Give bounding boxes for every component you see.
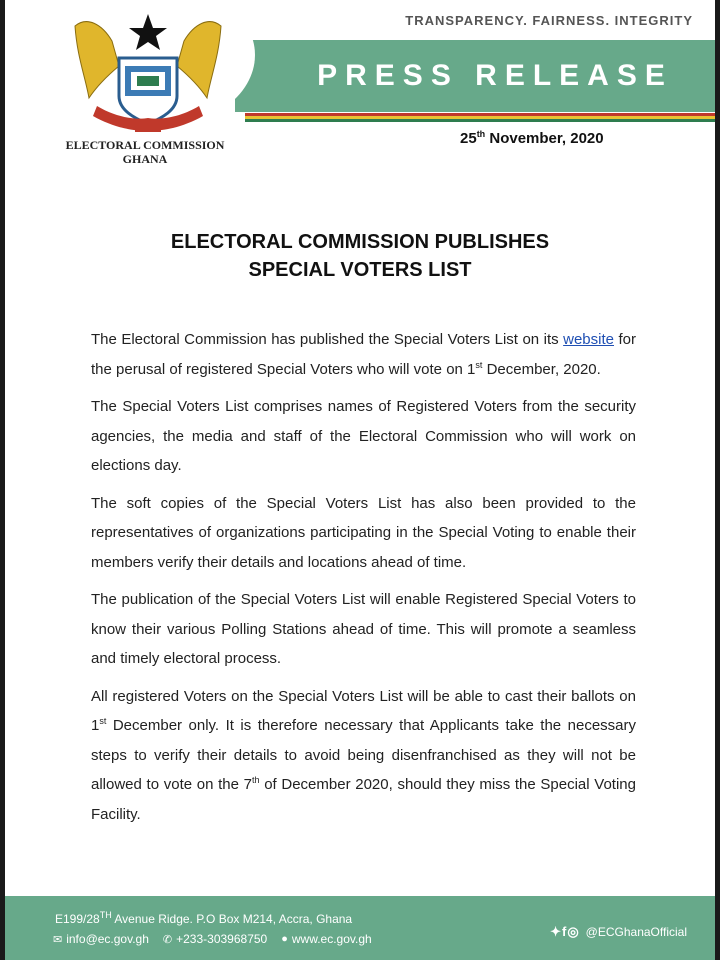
banner-title: PRESS RELEASE [317, 59, 673, 92]
footer-contacts [53, 932, 372, 946]
phone-text: +233-303968750 [176, 932, 268, 946]
social-icons [550, 924, 580, 940]
p5-sup-2: th [252, 775, 260, 785]
press-release-banner [235, 40, 715, 112]
p5-text-a: All registered Voters on the Special Voters List will be able to cast their ballots on 1 [91, 687, 636, 734]
date-rest: November, 2020 [485, 130, 604, 147]
address-sup: TH [99, 910, 112, 920]
paragraph-2: The Special Voters List comprises names of Registered Voters from the security agencies, the media and staff of the Electoral Commission who will work on elections day. [91, 398, 636, 474]
press-release-page [5, 0, 715, 960]
organization-name [45, 138, 245, 166]
electoral-commission-crest-icon [67, 6, 229, 136]
org-name-line-1: ELECTORAL COMMISSION [65, 138, 225, 152]
p1-text-c: December, 2020. [482, 360, 601, 378]
instagram-icon[interactable]: ◎ [567, 924, 580, 939]
twitter-icon[interactable]: ✦ [550, 924, 562, 939]
email-contact[interactable] [53, 932, 149, 946]
org-name-line-2: GHANA [122, 152, 168, 166]
social-handle[interactable]: @ECGhanaOfficial [585, 925, 687, 939]
release-date [460, 130, 604, 147]
p5-sup-1: st [99, 716, 107, 726]
facebook-icon[interactable]: f [561, 924, 568, 939]
p5-text-c: of December 2020, should they miss the Special Voting Facility. [91, 776, 636, 823]
p1-text-b: for the perusal of registered Special Voters who will vote on 1 [91, 331, 636, 378]
address-part-b: Avenue Ridge. P.O Box M214, Accra, Ghana [111, 912, 353, 926]
release-body [91, 325, 636, 837]
headline [5, 228, 715, 284]
email-text: info@ec.gov.gh [66, 932, 149, 946]
footer-address [55, 912, 352, 926]
phone-contact[interactable] [163, 932, 267, 946]
color-stripes [245, 113, 715, 123]
p5-text-b: December only. It is therefore necessary that Applicants take the necessary steps to verify their details to avoid being disenfranchised as they will not be allowed to vote on the 7 [91, 717, 636, 793]
green-stripe [245, 119, 715, 122]
paragraph-1 [91, 325, 636, 384]
headline-line-2: SPECIAL VOTERS LIST [248, 259, 472, 281]
paragraph-4: The publication of the Special Voters List will enable Registered Special Voters to know their various Polling Stations ahead of time. This will promote a seamless and timely electoral process. [91, 591, 636, 667]
website-contact[interactable] [281, 932, 371, 946]
website-link[interactable]: website [563, 331, 614, 348]
date-suffix: th [476, 129, 486, 139]
p1-sup: st [475, 359, 483, 370]
date-day: 25 [460, 130, 477, 147]
social-links [550, 924, 687, 940]
envelope-icon: ✉ [53, 933, 63, 946]
p1-text-a: The Electoral Commission has published the Special Voters List on its [91, 331, 564, 348]
website-text: www.ec.gov.gh [291, 932, 372, 946]
paragraph-3: The soft copies of the Special Voters List has also been provided to the representatives of organizations participating in the Special Voting to enable their members verify their details and locations ahead of time. [91, 494, 636, 571]
tagline: TRANSPARENCY. FAIRNESS. INTEGRITY [405, 13, 693, 28]
headline-line-1: ELECTORAL COMMISSION PUBLISHES [170, 231, 550, 253]
phone-icon: ✆ [162, 933, 173, 946]
footer [5, 896, 715, 960]
paragraph-5 [91, 682, 636, 830]
globe-icon: ● [281, 933, 288, 945]
address-part-a: E199/28 [55, 912, 100, 926]
